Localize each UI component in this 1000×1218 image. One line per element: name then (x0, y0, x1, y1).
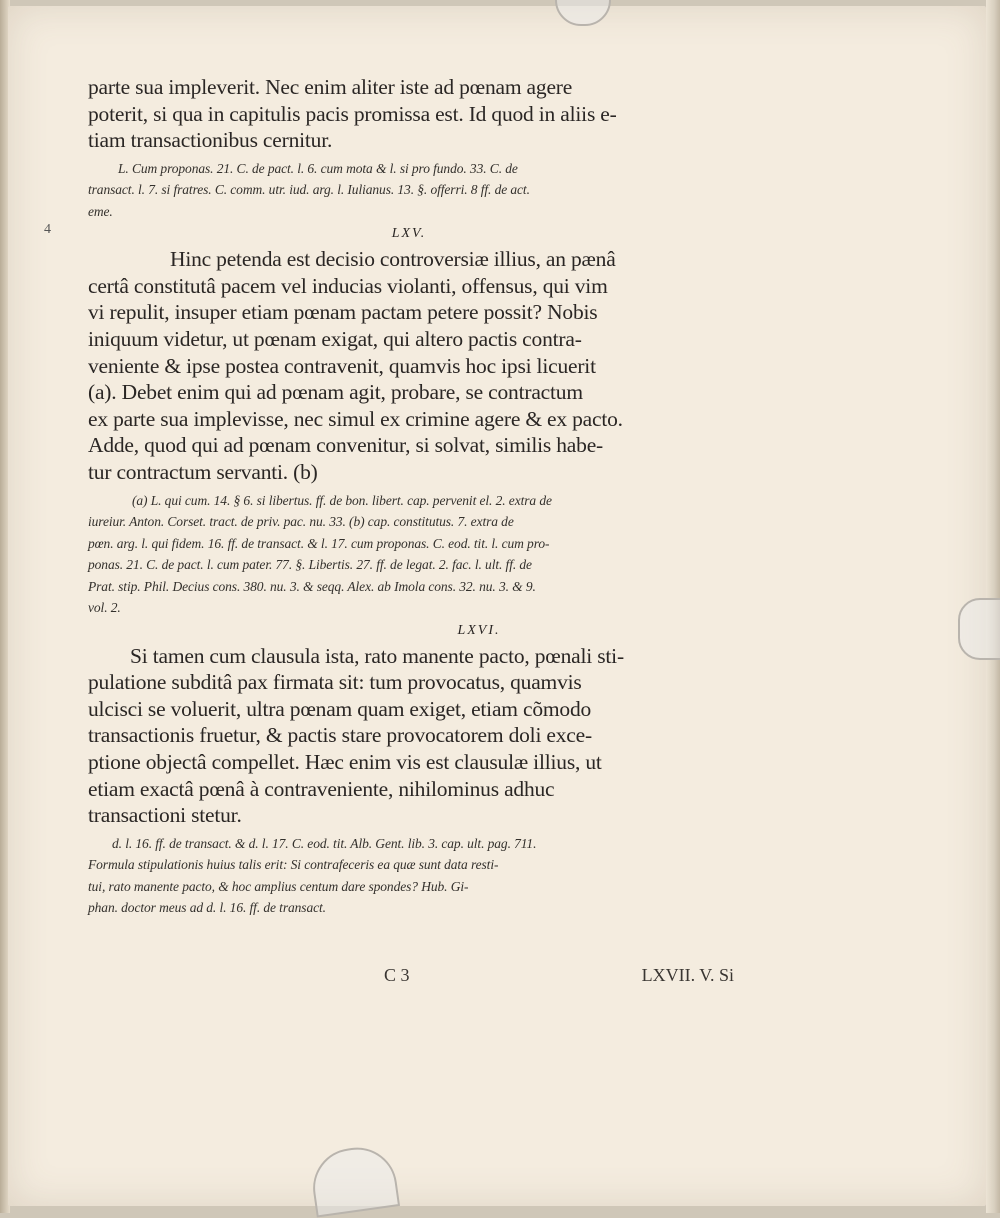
note-line: (a) L. qui cum. 14. § 6. si libertus. ff. de bon. libert. cap. pervenit el. 2. extra de (132, 492, 552, 508)
note-line: Formula stipulationis huius talis erit: Si contrafeceris ea quæ sunt data resti- (88, 857, 499, 873)
text-line: ex parte sua implevisse, nec simul ex crimine agere & ex pacto. (88, 406, 623, 431)
text-line: pulatione subditâ pax firmata sit: tum provocatus, quamvis (88, 670, 582, 695)
note-line: transact. l. 7. si fratres. C. comm. utr. iud. arg. l. Iulianus. 13. §. offerri. 8 ff. de act. (88, 182, 530, 198)
paragraph-2 (88, 246, 730, 485)
text-line: ulcisci se voluerit, ultra pœnam quam exiget, etiam cõmodo (88, 696, 592, 721)
note-line: vol. 2. (88, 600, 121, 616)
text-line: vi repulit, insuper etiam pœnam pactam petere possit? Nobis (88, 300, 598, 325)
text-line: Hinc petenda est decisio controversiæ illius, an pænâ (170, 247, 616, 272)
paragraph-1 (88, 74, 730, 154)
catchword: LXVII. V. Si (641, 965, 734, 985)
text-line: ptione objectâ compellet. Hæc enim vis est clausulæ illius, ut (88, 750, 602, 774)
paragraph-3 (88, 643, 730, 829)
note-line: L. Cum proponas. 21. C. de pact. l. 6. cum mota & l. si pro fundo. 33. C. de (118, 160, 518, 176)
section-heading-66: LXVI. (457, 622, 501, 638)
note-line: eme. (88, 203, 113, 219)
text-line: tur contractum servanti. (b) (88, 460, 318, 485)
note-line: ponas. 21. C. de pact. l. cum pater. 77. §. Libertis. 27. ff. de legat. 2. fac. l. ult. ff. de (88, 557, 532, 573)
text-line: certâ constitutâ pacem vel inducias violanti, offensus, qui vim (88, 273, 608, 298)
note-1 (88, 158, 730, 223)
text-line: Adde, quod qui ad pœnam convenitur, si solvat, similis habe- (88, 433, 604, 458)
page-text (88, 74, 730, 919)
note-line: phan. doctor meus ad d. l. 16. ff. de transact. (88, 900, 326, 916)
text-line: poterit, si qua in capitulis pacis promissa est. Id quod in aliis e- (88, 101, 617, 126)
text-line: (a). Debet enim qui ad pœnam agit, probare, se contractum (88, 380, 583, 405)
note-line: iureiur. Anton. Corset. tract. de priv. pac. nu. 33. (b) cap. constitutus. 7. extra de (88, 514, 514, 530)
text-line: transactionis fruetur, & pactis stare provocatorem doli exce- (88, 723, 592, 748)
note-line: tui, rato manente pacto, & hoc amplius centum dare spondes? Hub. Gi- (88, 878, 469, 894)
section-heading-65: LXV. (391, 226, 427, 242)
text-line: iniquum videtur, ut pœnam exigat, qui altero pactis contra- (88, 327, 582, 352)
note-3 (88, 833, 730, 919)
text-line: tiam transactionibus cernitur. (88, 128, 333, 153)
margin-mark: 4 (44, 222, 51, 237)
text-line: etiam exactâ pœnâ à contraveniente, nihilominus adhuc (88, 776, 555, 801)
signature-mark: C 3 (384, 965, 410, 985)
note-line: d. l. 16. ff. de transact. & d. l. 17. C. eod. tit. Alb. Gent. lib. 3. cap. ult. pag. 711. (112, 835, 537, 851)
text-line: Si tamen cum clausula ista, rato manente pacto, pœnali sti- (130, 643, 624, 668)
right-clip-icon (958, 598, 1000, 660)
text-line: parte sua impleverit. Nec enim aliter iste ad pœnam agere (88, 75, 573, 99)
note-2 (88, 490, 730, 619)
note-line: pœn. arg. l. qui fidem. 16. ff. de transact. & l. 17. cum proponas. C. eod. tit. l. cum pro- (88, 535, 550, 551)
note-line: Prat. stip. Phil. Decius cons. 380. nu. 3. & seqq. Alex. ab Imola cons. 32. nu. 3. & 9. (88, 578, 536, 594)
text-line: transactioni stetur. (88, 803, 242, 828)
text-line: veniente & ipse postea contravenit, quamvis hoc ipsi licuerit (88, 353, 596, 378)
